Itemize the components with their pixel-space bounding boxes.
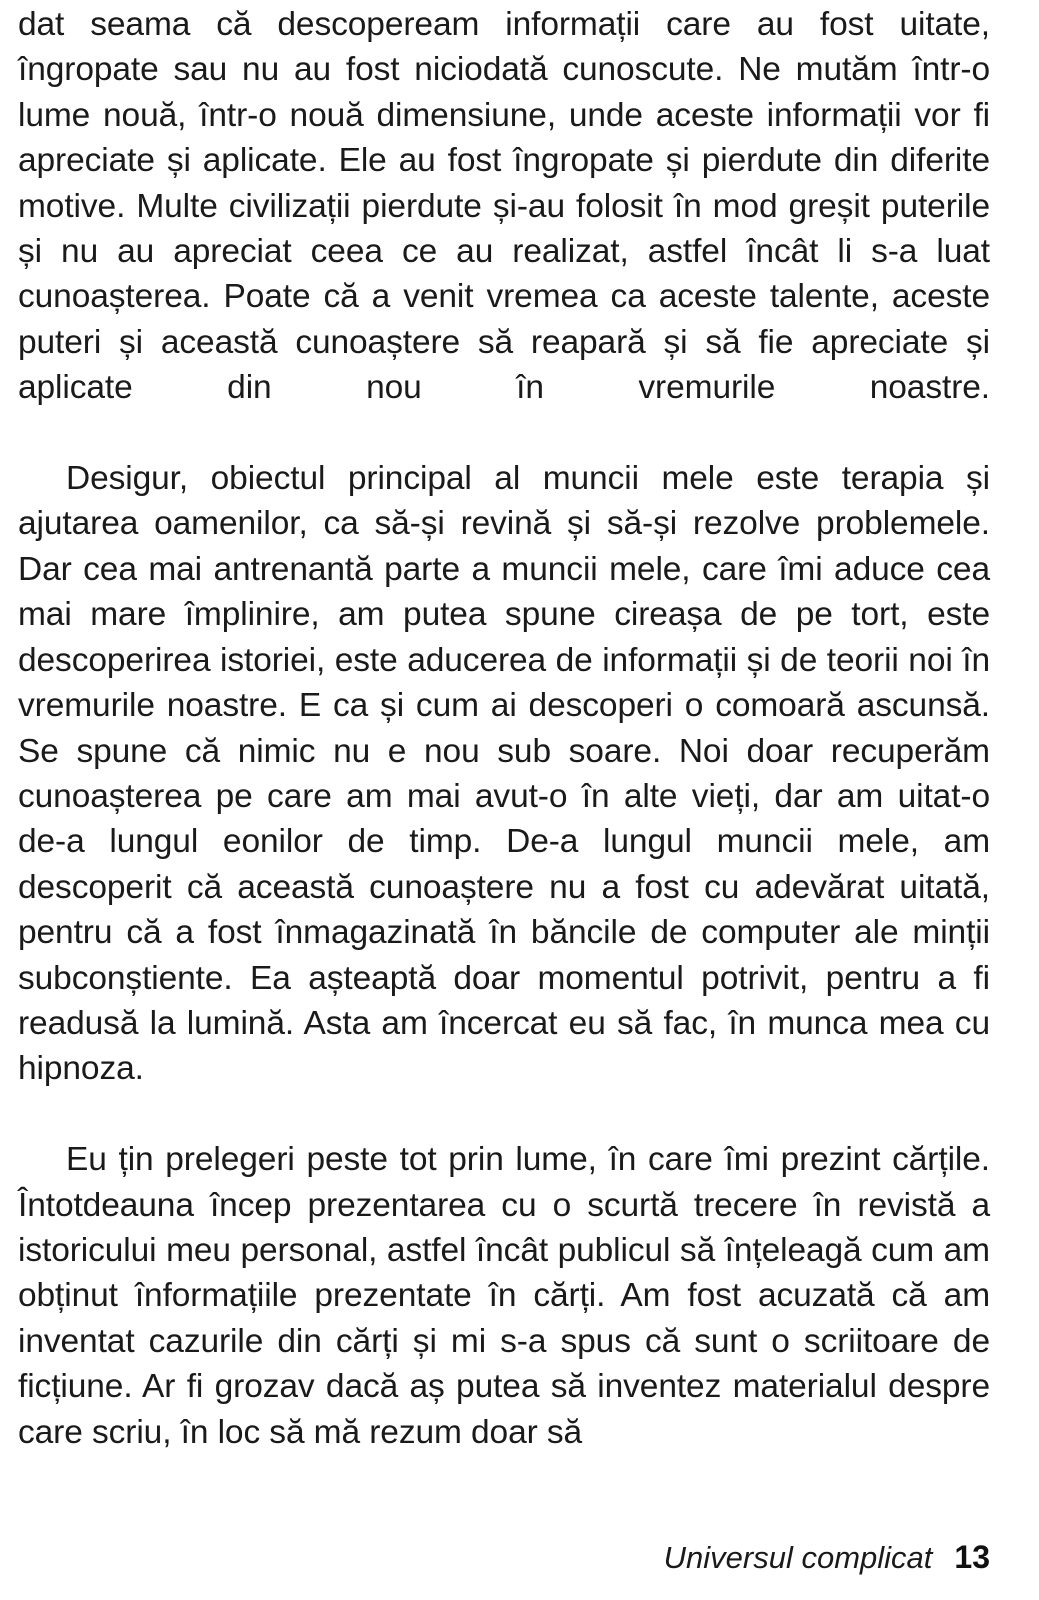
page-body-text <box>18 2 990 1455</box>
paragraph-continued: dat seama că descopeream informații care au fost uitate, îngropate sau nu au fost niciodată cunoscute. Ne mutăm într-o lume nouă, într-o nouă dimensiune, unde aceste informații vor fi apreciate și aplicate. Ele au fost îngropate și pierdute din diferite motive. Multe civilizații pierdute și-au folosit în mod greșit puterile și nu au apreciat ceea ce au realizat, astfel încât li s-a luat cunoașterea. Poate că a venit vremea ca aceste talente, aceste puteri și această cunoaștere să reapară și să fie apreciate și aplicate din nou în vremurile noastre. <box>18 6 990 407</box>
paragraph-desigur: Desigur, obiectul principal al muncii mele este terapia și ajutarea oamenilor, ca să-și revină și să-și rezolve problemele. Dar cea mai antrenantă parte a muncii mele, care îmi aduce cea mai mare împlinire, am putea spune cireașa de pe tort, este descoperirea istoriei, este aducerea de informații și de teorii noi în vremurile noastre. E ca și cum ai descoperi o comoară ascunsă. Se spune că nimic nu e nou sub soare. Noi doar recuperăm cunoașterea pe care am mai avut-o în alte vieți, dar am uitat-o de-a lungul eonilor de timp. De-a lungul muncii mele, am descoperit că această cunoaștere nu a fost cu adevărat uitată, pentru că a fost înmagazinată în băncile de computer ale minții subconștiente. Ea așteaptă doar momentul potrivit, pentru a fi readusă la lumină. Asta am încercat eu să fac, în munca mea cu hipnoza. <box>18 460 990 1088</box>
footer-book-title: Universul complicat <box>663 1540 933 1575</box>
page-footer <box>664 1539 990 1576</box>
paragraph-prelegeri: Eu țin prelegeri peste tot prin lume, în care îmi prezint cărțile. Întotdeauna încep prezentarea cu o scurtă trecere în revistă a istoricului meu personal, astfel încât publicul să înțeleagă cum am obținut înformațiile prezentate în cărți. Am fost acuzată că am inventat cazurile din cărți și mi s-a spus că sunt o scriitoare de ficțiune. Ar fi grozav dacă aș putea să inventez materialul despre care scriu, în loc să mă rezum doar să <box>18 1141 990 1451</box>
footer-page-number: 13 <box>954 1539 990 1575</box>
